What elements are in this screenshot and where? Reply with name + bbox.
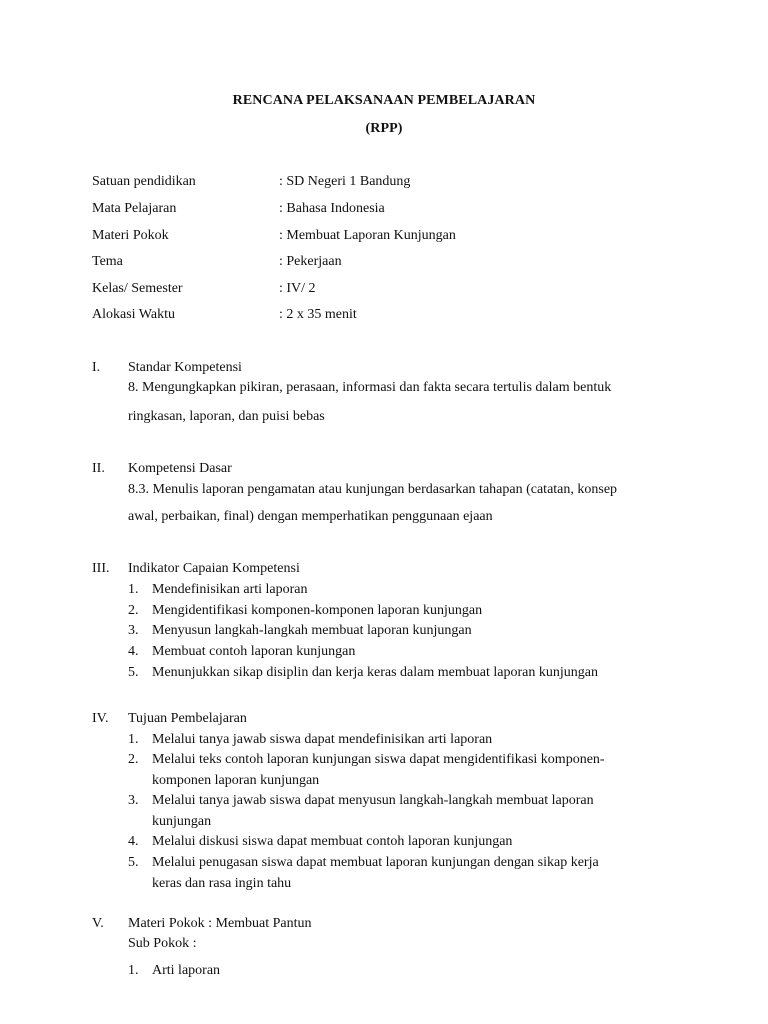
list-item: Melalui teks contoh laporan kunjungan siswa dapat mengidentifikasi komponen- [152,752,605,767]
list-item: Mengidentifikasi komponen-komponen laporan kunjungan [152,603,483,618]
section-heading: Kompetensi Dasar [128,461,232,476]
section-text: 8. Mengungkapkan pikiran, perasaan, informasi dan fakta secara tertulis dalam bentuk [128,380,612,395]
list-item-number: 5. [128,855,139,870]
section-heading: Standar Kompetensi [128,360,242,375]
list-item: Melalui penugasan siswa dapat membuat laporan kunjungan dengan sikap kerja [152,855,599,870]
list-item: Melalui tanya jawab siswa dapat menyusun langkah-langkah membuat laporan [152,793,594,808]
list-item-number: 4. [128,834,139,849]
section-text: 8.3. Menulis laporan pengamatan atau kunjungan berdasarkan tahapan (catatan, konsep [128,482,618,497]
list-item-continued: komponen laporan kunjungan [152,773,320,788]
list-item-number: 3. [128,793,139,808]
list-item: Melalui diskusi siswa dapat membuat contoh laporan kunjungan [152,834,513,849]
identity-label: Alokasi Waktu [92,307,175,322]
identity-label: Tema [92,254,123,269]
section-heading: Tujuan Pembelajaran [128,711,247,726]
list-item-number: 3. [128,623,139,638]
identity-value: : IV/ 2 [279,281,316,296]
list-item: Membuat contoh laporan kunjungan [152,644,356,659]
identity-value: : SD Negeri 1 Bandung [279,174,411,189]
list-item: Arti laporan [152,963,221,978]
identity-value: : Bahasa Indonesia [279,201,385,216]
document-title: RENCANA PELAKSANAAN PEMBELAJARAN [232,93,536,108]
list-item: Melalui tanya jawab siswa dapat mendefinisikan arti laporan [152,732,493,747]
sub-heading: Sub Pokok : [128,936,197,951]
list-item-number: 2. [128,603,139,618]
list-item-number: 2. [128,752,139,767]
section-heading: Indikator Capaian Kompetensi [128,561,300,576]
list-item: Menunjukkan sikap disiplin dan kerja keras dalam membuat laporan kunjungan [152,665,598,680]
list-item-number: 1. [128,582,139,597]
identity-value: : Membuat Laporan Kunjungan [279,228,456,243]
list-item-number: 1. [128,732,139,747]
section-number: V. [92,916,104,931]
identity-label: Satuan pendidikan [92,174,196,189]
list-item-continued: keras dan rasa ingin tahu [152,876,292,891]
list-item-continued: kunjungan [152,814,212,829]
list-item-number: 4. [128,644,139,659]
section-number: II. [92,461,105,476]
section-number: III. [92,561,110,576]
list-item-number: 1. [128,963,139,978]
section-heading: Materi Pokok : Membuat Pantun [128,916,312,931]
list-item-number: 5. [128,665,139,680]
list-item: Mendefinisikan arti laporan [152,582,308,597]
identity-value: : Pekerjaan [279,254,342,269]
identity-label: Mata Pelajaran [92,201,177,216]
section-text: ringkasan, laporan, dan puisi bebas [128,409,325,424]
identity-label: Kelas/ Semester [92,281,183,296]
section-number: I. [92,360,101,375]
list-item: Menyusun langkah-langkah membuat laporan kunjungan [152,623,472,638]
section-number: IV. [92,711,109,726]
identity-label: Materi Pokok [92,228,169,243]
identity-value: : 2 x 35 menit [279,307,357,322]
document-subtitle: (RPP) [365,121,403,136]
section-text: awal, perbaikan, final) dengan memperhatikan penggunaan ejaan [128,509,493,524]
